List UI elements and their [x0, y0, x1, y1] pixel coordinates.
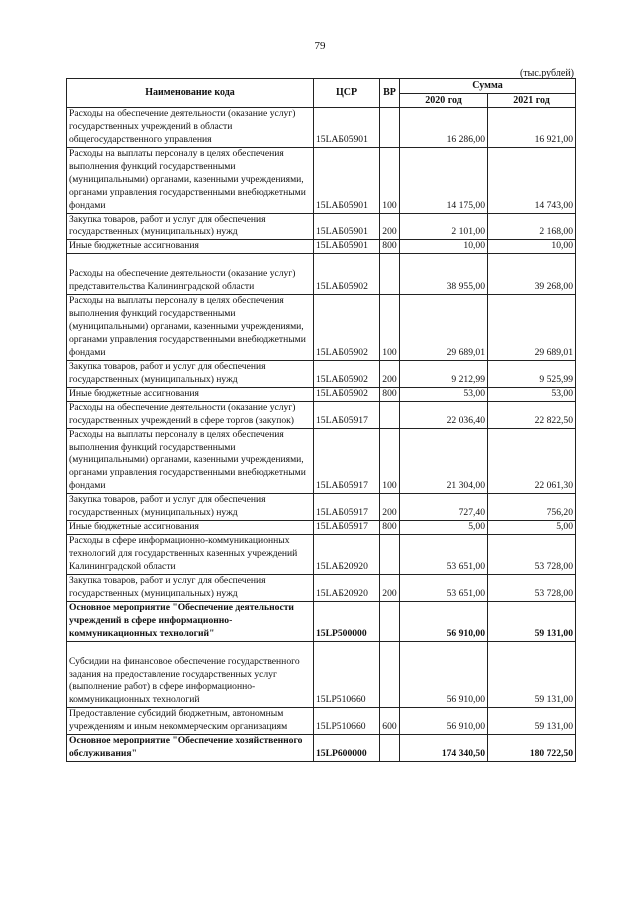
row-2021: 10,00: [488, 240, 576, 254]
row-vr: 200: [380, 360, 400, 387]
row-name: Расходы на выплаты персоналу в целях обеспечения выполнения функций государственными (муниципальными) органами, казенными учреждениями, органами управления государственными внебюджетными фондами: [67, 147, 314, 213]
row-2020: 5,00: [400, 521, 488, 535]
row-name: Закупка товаров, работ и услуг для обеспечения государственных (муниципальных) нужд: [67, 494, 314, 521]
row-2020: 21 304,00: [400, 428, 488, 494]
row-name: Расходы на обеспечение деятельности (оказание услуг) государственных учреждений в сфере торгов (закупок): [67, 401, 314, 428]
row-name: Закупка товаров, работ и услуг для обеспечения государственных (муниципальных) нужд: [67, 360, 314, 387]
row-vr: [380, 641, 400, 708]
row-vr: [380, 535, 400, 575]
row-2021: 29 689,01: [488, 295, 576, 361]
row-vr: 100: [380, 428, 400, 494]
row-name: Закупка товаров, работ и услуг для обеспечения государственных (муниципальных) нужд: [67, 213, 314, 240]
row-2021: 180 722,50: [488, 735, 576, 762]
row-vr: 100: [380, 295, 400, 361]
row-csr: 15LP510660: [314, 641, 380, 708]
table-row: [67, 240, 576, 254]
row-csr: 15LP600000: [314, 735, 380, 762]
row-csr: 15LAБ20920: [314, 574, 380, 601]
row-name: Иные бюджетные ассигнования: [67, 240, 314, 254]
row-vr: 200: [380, 213, 400, 240]
row-csr: 15LAБ05917: [314, 521, 380, 535]
row-csr: 15LAБ05902: [314, 360, 380, 387]
page-number: 79: [314, 40, 326, 52]
table-row: [67, 708, 576, 735]
header-vr: ВР: [380, 79, 400, 108]
row-2020: 174 340,50: [400, 735, 488, 762]
row-name: Иные бюджетные ассигнования: [67, 521, 314, 535]
row-name: Основное мероприятие "Обеспечение деятельности учреждений в сфере информационно-коммуникационных технологий": [67, 601, 314, 641]
units-label: (тыс.рублей): [519, 68, 574, 79]
table-row: [67, 521, 576, 535]
row-csr: 15LAБ05901: [314, 240, 380, 254]
table-row: [67, 360, 576, 387]
row-2021: 756,20: [488, 494, 576, 521]
row-2021: 59 131,00: [488, 641, 576, 708]
row-name: Основное мероприятие "Обеспечение хозяйственного обслуживания": [67, 735, 314, 762]
row-2020: 22 036,40: [400, 401, 488, 428]
row-csr: 15LAБ05901: [314, 108, 380, 148]
row-csr: 15LAБ05901: [314, 213, 380, 240]
table-row: [67, 295, 576, 361]
row-csr: 15LAБ05917: [314, 401, 380, 428]
row-vr: 800: [380, 240, 400, 254]
row-csr: 15LAБ05917: [314, 494, 380, 521]
table-row: [67, 428, 576, 494]
row-2021: 53 728,00: [488, 574, 576, 601]
row-vr: [380, 401, 400, 428]
row-2021: 22 061,30: [488, 428, 576, 494]
row-csr: 15LP510660: [314, 708, 380, 735]
row-2021: 14 743,00: [488, 147, 576, 213]
row-name: Закупка товаров, работ и услуг для обеспечения государственных (муниципальных) нужд: [67, 574, 314, 601]
row-2020: 53,00: [400, 387, 488, 401]
row-vr: 200: [380, 574, 400, 601]
row-vr: [380, 108, 400, 148]
header-2021: 2021 год: [488, 93, 576, 108]
row-2020: 53 651,00: [400, 574, 488, 601]
row-vr: 800: [380, 387, 400, 401]
row-csr: 15LAБ20920: [314, 535, 380, 575]
row-2020: 38 955,00: [400, 254, 488, 295]
row-name: Предоставление субсидий бюджетным, автономным учреждениям и иным некоммерческим организациям: [67, 708, 314, 735]
row-2021: 53,00: [488, 387, 576, 401]
row-name: Расходы в сфере информационно-коммуникационных технологий для государственных казенных учреждений Калининградской области: [67, 535, 314, 575]
row-csr: 15LP500000: [314, 601, 380, 641]
budget-table: [66, 78, 576, 762]
row-name: Расходы на выплаты персоналу в целях обеспечения выполнения функций государственными (муниципальными) органами, казенными учреждениями, органами управления государственными внебюджетными фондами: [67, 295, 314, 361]
table-row: [67, 401, 576, 428]
row-2021: 2 168,00: [488, 213, 576, 240]
header-name: Наименование кода: [67, 79, 314, 108]
row-vr: 200: [380, 494, 400, 521]
row-2021: 59 131,00: [488, 601, 576, 641]
row-name: Субсидии на финансовое обеспечение государственного задания на предоставление государственных услуг (выполнение работ) в сфере информационно-коммуникационных технологий: [67, 641, 314, 708]
table-row: [67, 387, 576, 401]
row-2020: 16 286,00: [400, 108, 488, 148]
header-2020: 2020 год: [400, 93, 488, 108]
table-row: [67, 254, 576, 295]
header-sum: Сумма: [400, 79, 576, 94]
row-2020: 10,00: [400, 240, 488, 254]
row-2021: 16 921,00: [488, 108, 576, 148]
table-row: [67, 494, 576, 521]
row-2021: 9 525,99: [488, 360, 576, 387]
table-row: [67, 213, 576, 240]
row-2020: 56 910,00: [400, 641, 488, 708]
row-name: Иные бюджетные ассигнования: [67, 387, 314, 401]
row-2020: 56 910,00: [400, 708, 488, 735]
table-row: [67, 574, 576, 601]
row-vr: 100: [380, 147, 400, 213]
row-2021: 59 131,00: [488, 708, 576, 735]
row-csr: 15LAБ05902: [314, 295, 380, 361]
row-2021: 22 822,50: [488, 401, 576, 428]
row-name: Расходы на обеспечение деятельности (оказание услуг) государственных учреждений в области общегосударственного управления: [67, 108, 314, 148]
row-name: Расходы на обеспечение деятельности (оказание услуг) представительства Калининградской области: [67, 254, 314, 295]
row-2020: 9 212,99: [400, 360, 488, 387]
row-vr: [380, 254, 400, 295]
row-2020: 14 175,00: [400, 147, 488, 213]
table-row: [67, 535, 576, 575]
row-2020: 56 910,00: [400, 601, 488, 641]
table-row: [67, 108, 576, 148]
header-csr: ЦСР: [314, 79, 380, 108]
table-row: [67, 601, 576, 641]
table-row: [67, 641, 576, 708]
row-2020: 2 101,00: [400, 213, 488, 240]
table-row: [67, 147, 576, 213]
row-csr: 15LAБ05901: [314, 147, 380, 213]
table-body: [67, 108, 576, 762]
row-2021: 5,00: [488, 521, 576, 535]
row-csr: 15LAБ05902: [314, 254, 380, 295]
row-vr: 800: [380, 521, 400, 535]
row-vr: [380, 735, 400, 762]
row-vr: [380, 601, 400, 641]
row-2021: 53 728,00: [488, 535, 576, 575]
row-2020: 727,40: [400, 494, 488, 521]
row-name: Расходы на выплаты персоналу в целях обеспечения выполнения функций государственными (муниципальными) органами, казенными учреждениями, органами управления государственными внебюджетными фондами: [67, 428, 314, 494]
row-2020: 53 651,00: [400, 535, 488, 575]
row-csr: 15LAБ05917: [314, 428, 380, 494]
row-2021: 39 268,00: [488, 254, 576, 295]
row-2020: 29 689,01: [400, 295, 488, 361]
row-vr: 600: [380, 708, 400, 735]
row-csr: 15LAБ05902: [314, 387, 380, 401]
table-row: [67, 735, 576, 762]
